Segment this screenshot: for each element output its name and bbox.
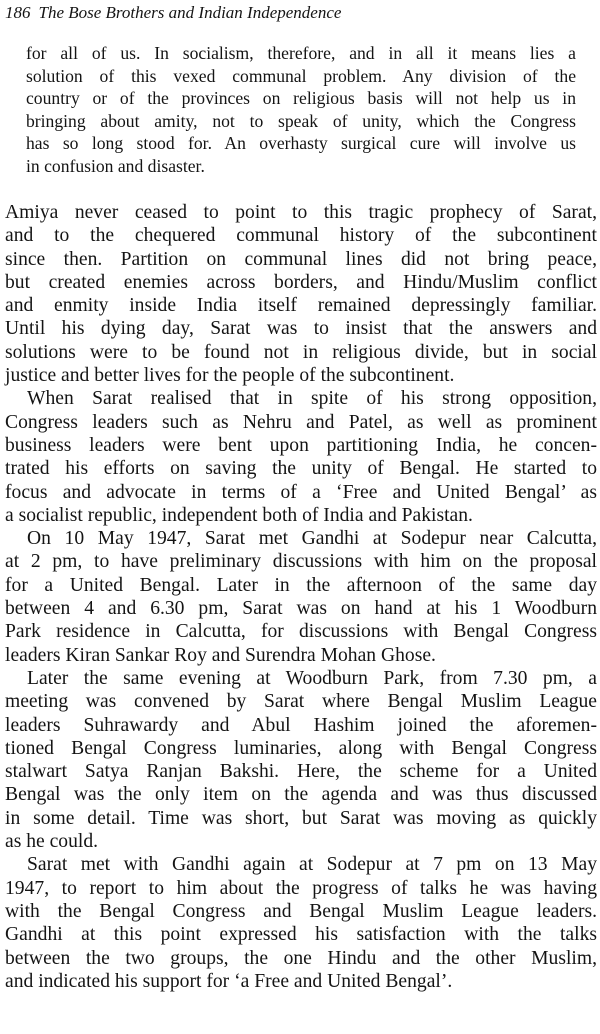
quote-line: bringing about amity, not to speak of unity, which the Congress xyxy=(26,110,576,131)
text-line: Park residence in Calcutta, for discussions with Bengal Congress xyxy=(5,621,597,643)
quote-line: for all of us. In socialism, therefore, and in all it means lies a xyxy=(26,43,576,63)
text-line: between 4 and 6.30 pm, Sarat was on hand at his 1 Woodburn xyxy=(5,598,597,620)
quote-line: in confusion and disaster. xyxy=(26,155,205,176)
quote-line: country or of the provinces on religious basis will not help us in xyxy=(26,88,576,109)
text-line: for a United Bengal. Later in the afternoon of the same day xyxy=(5,574,597,596)
running-title: The Bose Brothers and Indian Independence xyxy=(38,3,342,22)
text-line: leaders Kiran Sankar Roy and Surendra Mohan Ghose. xyxy=(5,644,436,666)
text-line: solutions were to be found not in religious divide, but in social xyxy=(5,341,597,363)
block-quote xyxy=(26,42,576,178)
paragraph xyxy=(5,667,597,853)
page-number: 186 xyxy=(5,3,31,22)
text-line: Congress leaders such as Nehru and Patel, as well as prominent xyxy=(5,411,597,433)
text-line: as he could. xyxy=(5,831,99,853)
quote-line: has so long stood for. An overhasty surgical cure will involve us xyxy=(26,133,576,154)
text-line: When Sarat realised that in spite of his strong opposition, xyxy=(27,388,597,410)
text-line: a socialist republic, independent both of India and Pakistan. xyxy=(5,504,473,526)
text-line: between the two groups, the one Hindu and the other Muslim, xyxy=(5,947,597,969)
text-line: tioned Bengal Congress luminaries, along with Bengal Congress xyxy=(5,737,597,759)
text-line: trated his efforts on saving the unity of Bengal. He started to xyxy=(5,458,597,480)
text-line: in some detail. Time was short, but Sarat was moving as quickly xyxy=(5,807,597,829)
text-line: leaders Suhrawardy and Abul Hashim joined the aforemen- xyxy=(5,714,597,736)
paragraph xyxy=(5,387,597,527)
text-line: and indicated his support for ‘a Free and United Bengal’. xyxy=(5,970,453,992)
text-line: 1947, to report to him about the progress of talks he was having xyxy=(5,877,597,899)
text-line: at 2 pm, to have preliminary discussions with him on the proposal xyxy=(5,551,597,573)
body-text xyxy=(5,201,597,993)
text-line: with the Bengal Congress and Bengal Muslim League leaders. xyxy=(5,900,597,922)
paragraph xyxy=(5,201,597,387)
text-line: since then. Partition on communal lines did not bring peace, xyxy=(5,248,597,270)
quote-line: solution of this vexed communal problem. Any division of the xyxy=(26,65,576,86)
paragraph xyxy=(5,853,597,993)
text-line: but created enemies across borders, and Hindu/Muslim conflict xyxy=(5,271,597,293)
text-line: Bengal was the only item on the agenda and was thus discussed xyxy=(5,784,597,806)
text-line: Gandhi at this point expressed his satisfaction with the talks xyxy=(5,924,597,946)
text-line: Sarat met with Gandhi again at Sodepur at 7 pm on 13 May xyxy=(27,854,597,876)
text-line: and to the chequered communal history of the subcontinent xyxy=(5,225,597,247)
text-line: stalwart Satya Ranjan Bakshi. Here, the scheme for a United xyxy=(5,761,597,783)
text-line: Later the same evening at Woodburn Park, from 7.30 pm, a xyxy=(27,667,597,689)
text-line: justice and better lives for the people of the subcontinent. xyxy=(5,365,455,387)
text-line: and enmity inside India itself remained depressingly familiar. xyxy=(5,295,597,317)
text-line: meeting was convened by Sarat where Bengal Muslim League xyxy=(5,691,597,713)
text-line: On 10 May 1947, Sarat met Gandhi at Sodepur near Calcutta, xyxy=(27,528,597,550)
running-head xyxy=(5,2,341,24)
text-line: focus and advocate in terms of a ‘Free and United Bengal’ as xyxy=(5,481,597,503)
text-line: Until his dying day, Sarat was to insist that the answers and xyxy=(5,318,597,340)
text-line: Amiya never ceased to point to this tragic prophecy of Sarat, xyxy=(5,202,597,223)
text-line: business leaders were bent upon partitioning India, he concen- xyxy=(5,434,597,456)
paragraph xyxy=(5,527,597,667)
